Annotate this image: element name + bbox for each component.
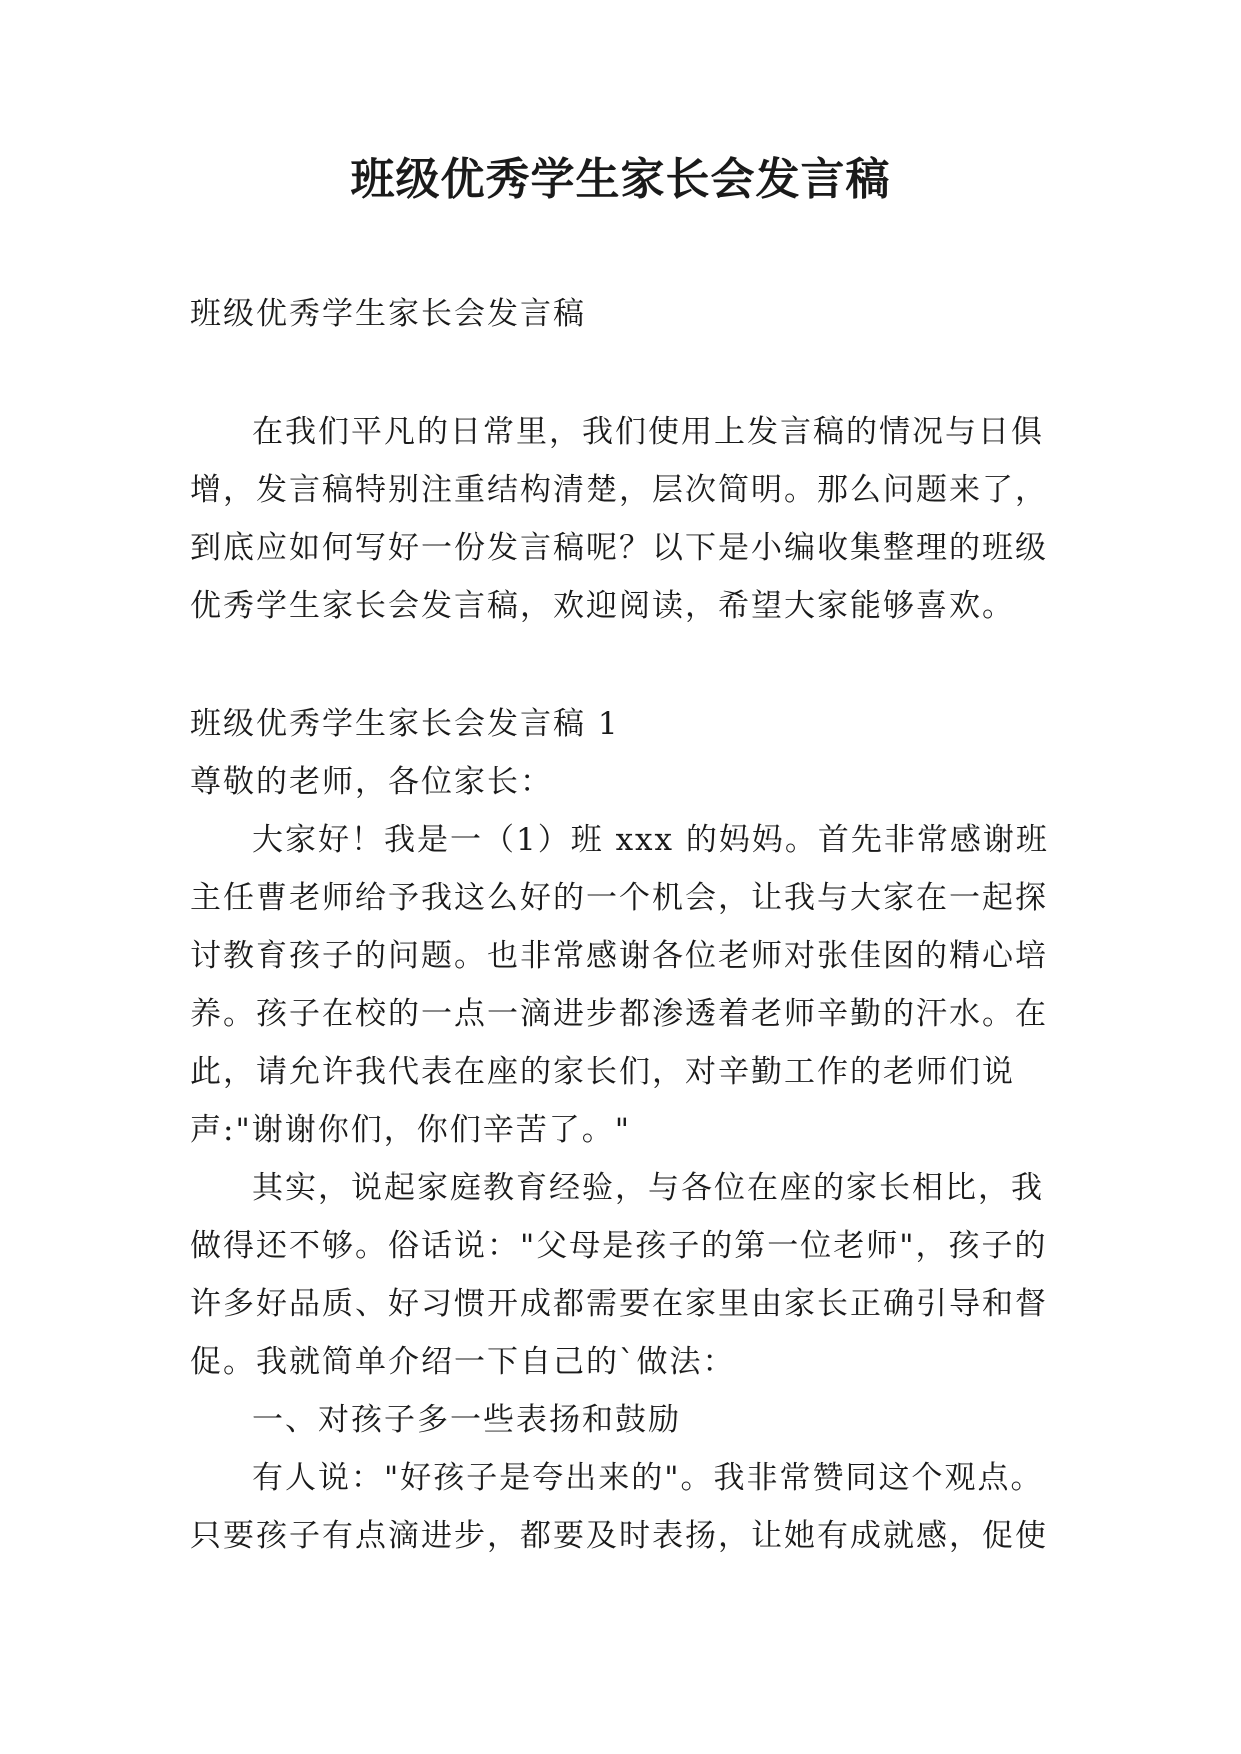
document-title: 班级优秀学生家长会发言稿: [350, 154, 891, 205]
paragraph-praise: 有人说："好孩子是夸出来的"。我非常赞同这个观点。只要孩子有点滴进步，都要及时表扬，让她有成就感，促使: [190, 1460, 1048, 1554]
intro-paragraph: 在我们平凡的日常里，我们使用上发言稿的情况与日俱增，发言稿特别注重结构清楚，层次简明。那么问题来了，到底应如何写好一份发言稿呢？以下是小编收集整理的班级优秀学生家长会发言稿，欢迎阅读，希望大家能够喜欢。: [190, 414, 1048, 624]
document-subtitle: 班级优秀学生家长会发言稿: [190, 296, 586, 332]
paragraph-experience: 其实，说起家庭教育经验，与各位在座的家长相比，我做得还不够。俗话说："父母是孩子的第一位老师"，孩子的许多好品质、好习惯开成都需要在家里由家长正确引导和督促。我就简单介绍一下自己的`做法：: [190, 1170, 1048, 1380]
salutation: 尊敬的老师，各位家长：: [190, 764, 553, 800]
section-heading: 班级优秀学生家长会发言稿 1: [190, 706, 620, 742]
paragraph-greeting: 大家好！我是一（1）班 xxx 的妈妈。首先非常感谢班主任曹老师给予我这么好的一个机会，让我与大家在一起探讨教育孩子的问题。也非常感谢各位老师对张佳囡的精心培养。孩子在校的一点一滴进步都渗透着老师辛勤的汗水。在此，请允许我代表在座的家长们，对辛勤工作的老师们说声:"谢谢你们，你们辛苦了。": [190, 822, 1049, 1148]
point-heading: 一、对孩子多一些表扬和鼓励: [252, 1402, 681, 1438]
speech-section: [190, 695, 1060, 1565]
